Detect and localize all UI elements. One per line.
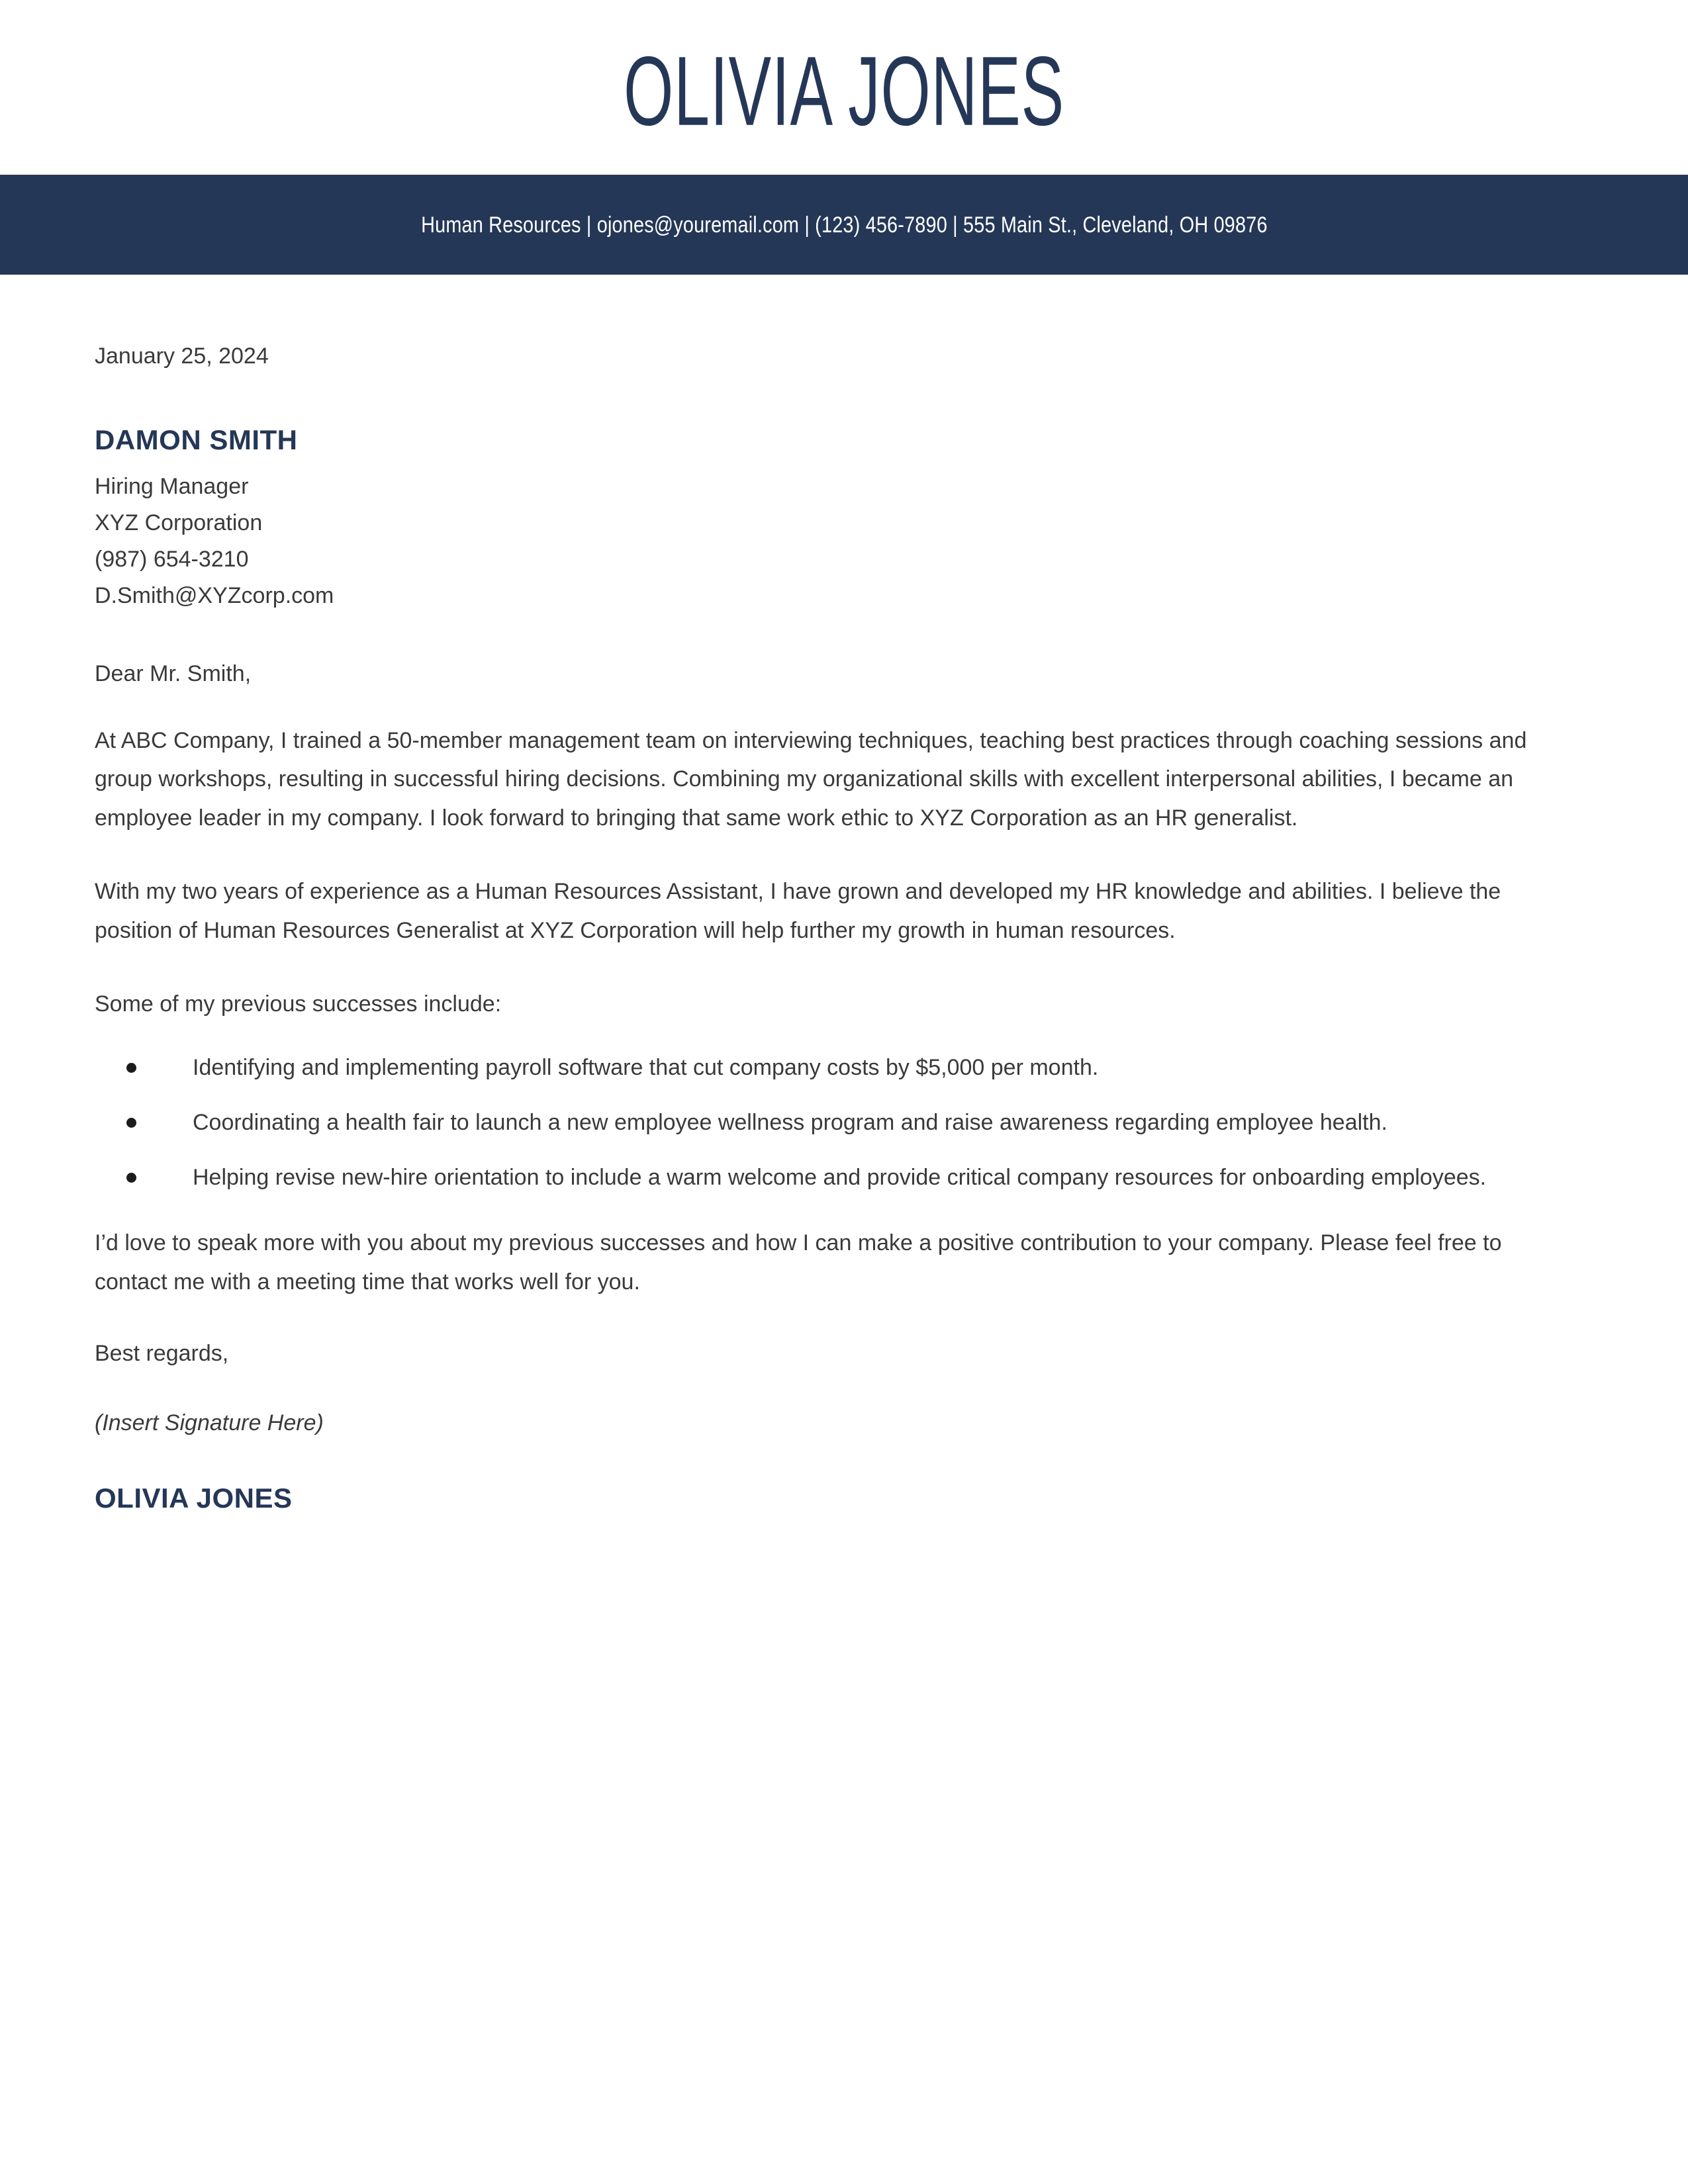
list-item	[95, 1048, 1548, 1087]
list-item-text: Coordinating a health fair to launch a new employee wellness program and raise awareness regarding employee health.	[193, 1110, 1387, 1136]
list-item	[95, 1103, 1548, 1142]
signature-placeholder: (Insert Signature Here)	[95, 1410, 324, 1435]
letterhead-name-block	[0, 0, 1688, 175]
successes-list	[95, 1048, 1548, 1197]
list-item-text: Helping revise new-hire orientation to include a warm welcome and provide critical company resources for onboarding employees.	[193, 1165, 1487, 1190]
salutation: Dear Mr. Smith,	[95, 660, 252, 686]
signature-name: OLIVIA JONES	[95, 1482, 293, 1514]
letter-body	[95, 275, 1551, 1517]
recipient-phone: (987) 654-3210	[95, 547, 249, 572]
letter-date: January 25, 2024	[95, 343, 269, 369]
bullets-intro: Some of my previous successes include:	[95, 991, 502, 1017]
signoff: Best regards,	[95, 1341, 229, 1367]
recipient-company: XYZ Corporation	[95, 510, 263, 536]
recipient-email: D.Smith@XYZcorp.com	[95, 583, 334, 609]
contact-info-line: Human Resources | ojones@youremail.com | (123) 456-7890 | 555 Main St., Cleveland, OH 09876	[420, 211, 1268, 238]
bullet-dot-icon	[126, 1173, 136, 1183]
list-item	[95, 1158, 1548, 1197]
recipient-details	[95, 469, 1551, 614]
list-item-text: Identifying and implementing payroll software that cut company costs by $5,000 per month.	[193, 1055, 1099, 1081]
page-title: OLIVIA JONES	[624, 36, 1064, 147]
body-paragraph-1: At ABC Company, I trained a 50-member management team on interviewing techniques, teaching best practices through coaching sessions and group workshops, resulting in successful hiring decisions. Combining my organizational skills with excellent interpersonal abilities, I became an employee leader in my company. I look forward to bringing that same work ethic to XYZ Corporation as an HR generalist.	[95, 727, 1527, 831]
recipient-title: Hiring Manager	[95, 474, 249, 500]
contact-bar	[0, 175, 1688, 275]
recipient-name: DAMON SMITH	[95, 424, 298, 455]
closing-paragraph: I’d love to speak more with you about my previous successes and how I can make a positive contribution to your company. Please feel free to contact me with a meeting time that works well for you.	[95, 1230, 1502, 1295]
body-paragraph-2: With my two years of experience as a Human Resources Assistant, I have grown and developed my HR knowledge and abilities. I believe the position of Human Resources Generalist at XYZ Corporation will help further my growth in human resources.	[95, 878, 1501, 943]
bullet-dot-icon	[126, 1118, 136, 1128]
bullet-dot-icon	[126, 1063, 136, 1073]
